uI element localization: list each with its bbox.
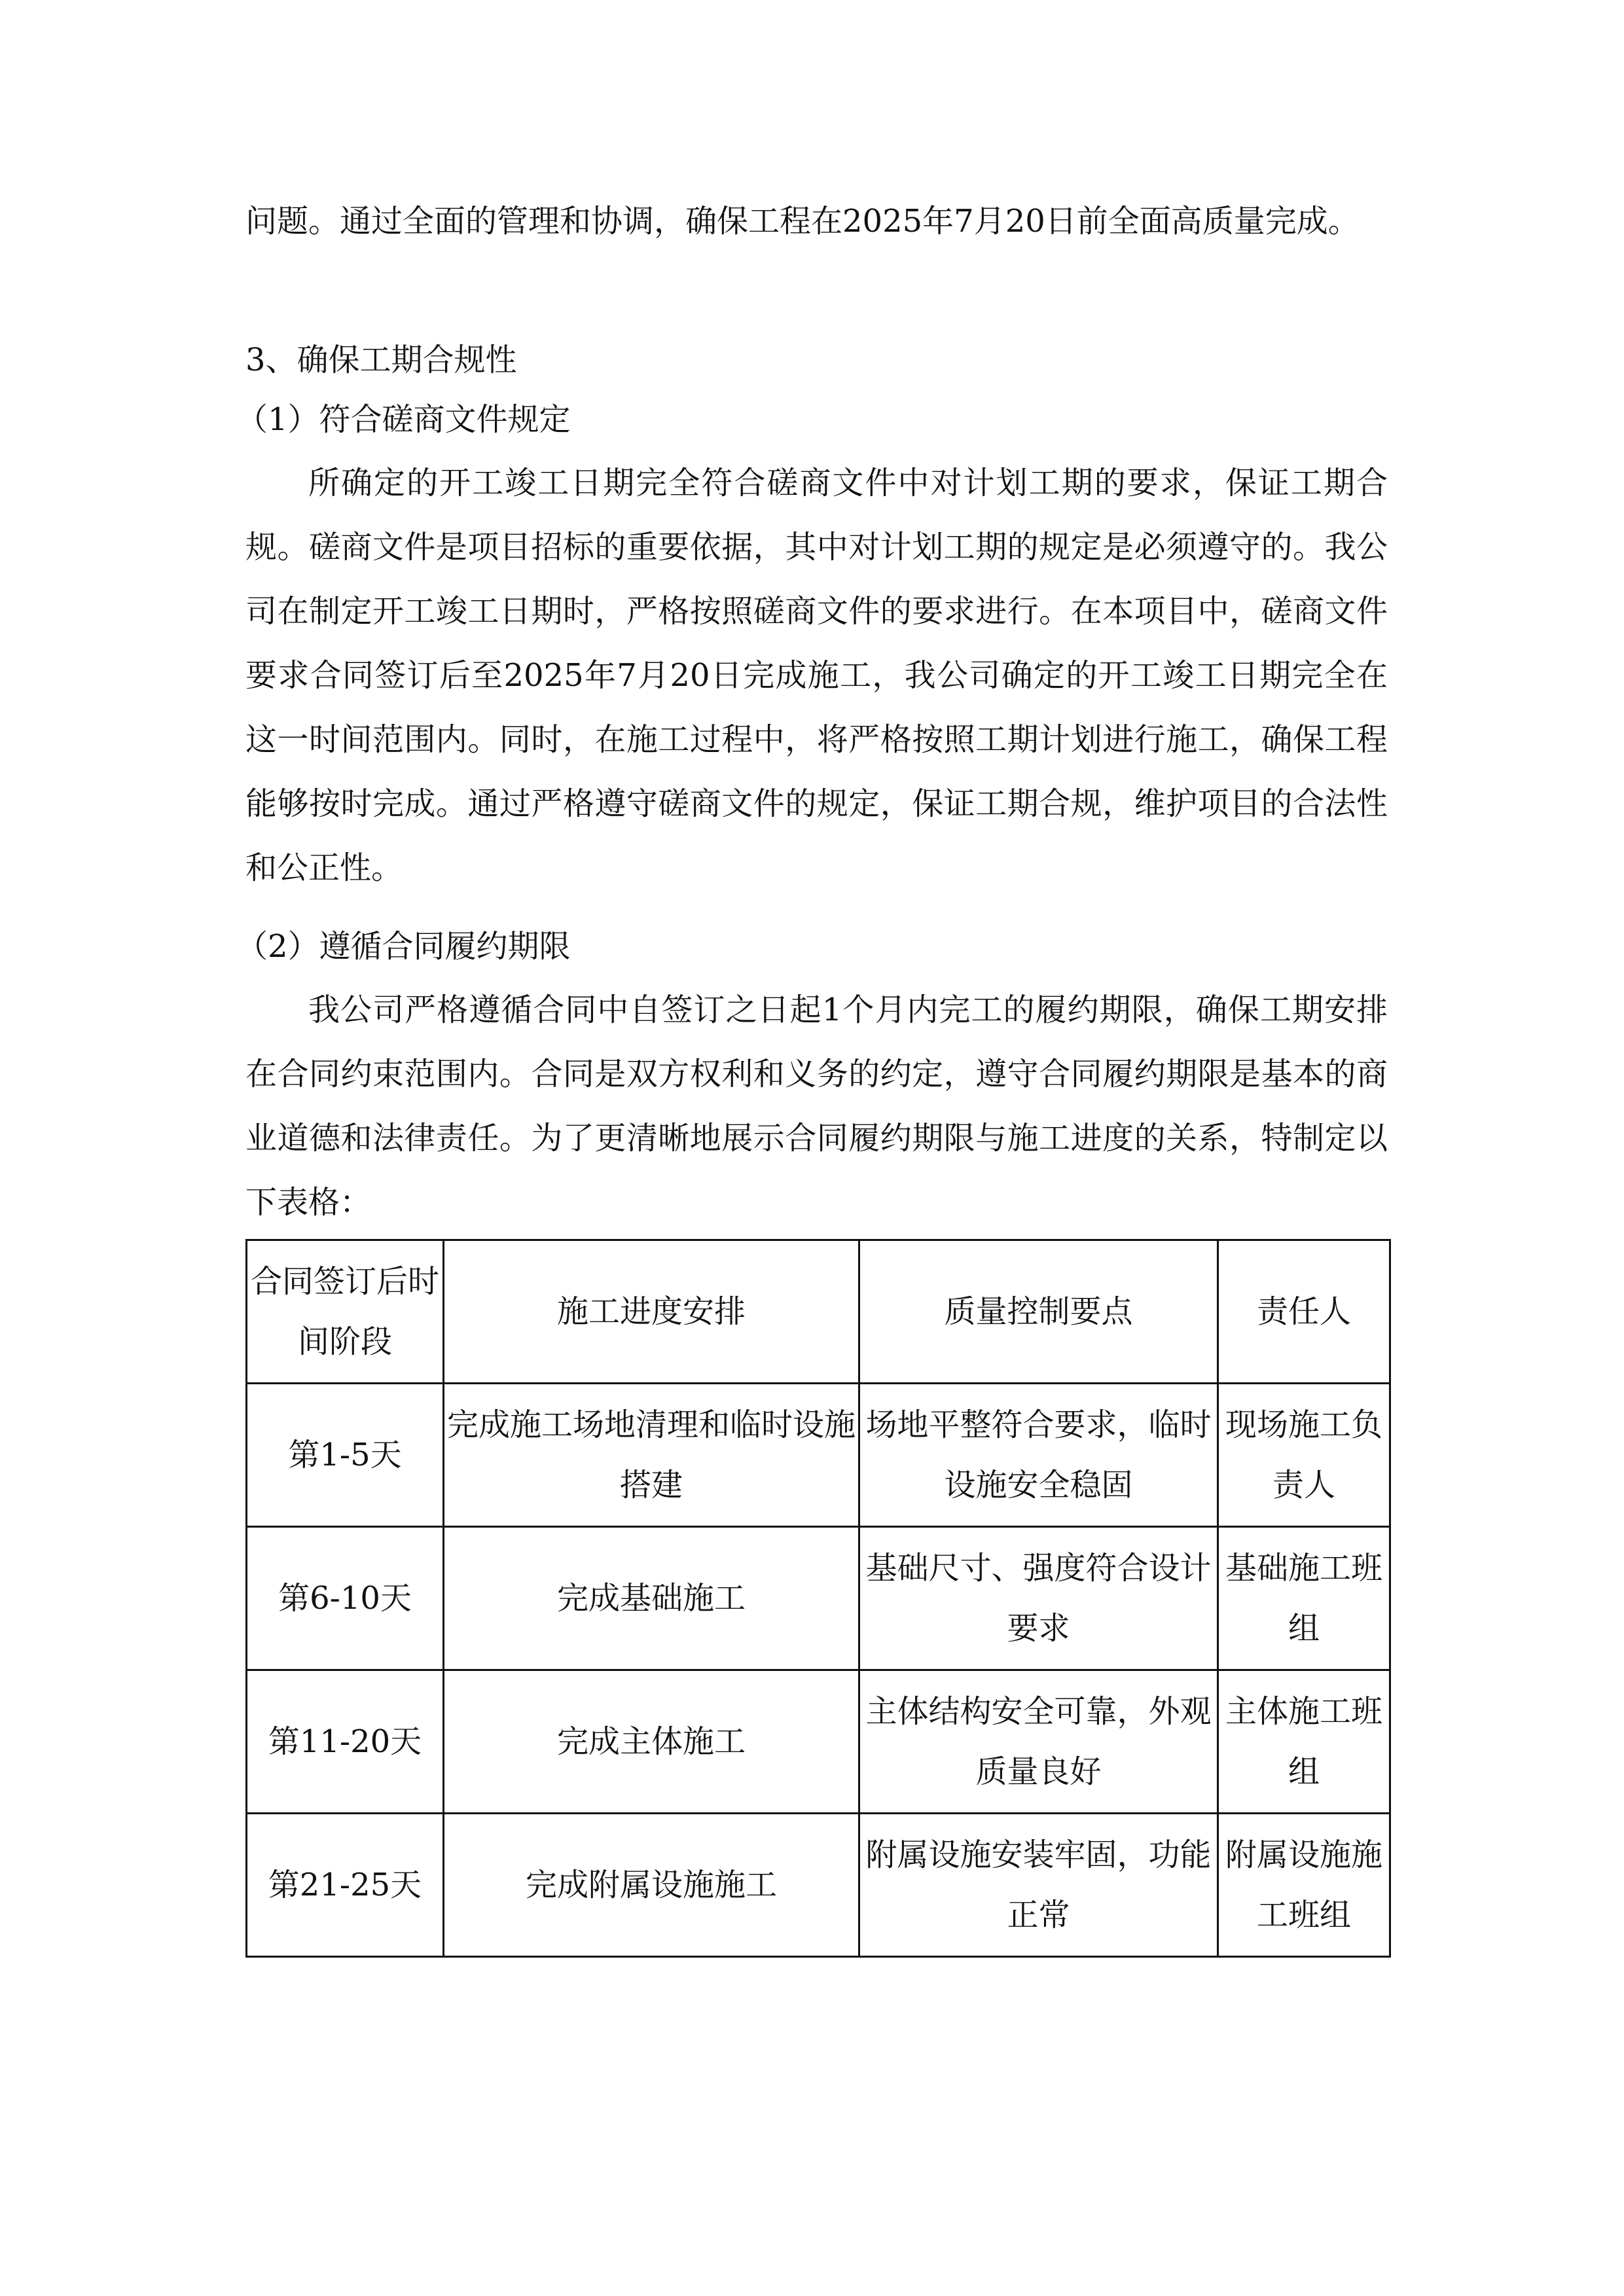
schedule-table [245,1239,1391,1958]
table-header-row [247,1240,1390,1384]
header-progress: 施工进度安排 [444,1240,859,1384]
header-time-stage: 合同签订后时间阶段 [247,1240,444,1384]
cell-progress: 完成附属设施施工 [444,1814,859,1957]
subsection-2-body: 我公司严格遵循合同中自签订之日起1个月内完工的履约期限，确保工期安排在合同约束范围内。合同是双方权利和义务的约定，遵守合同履约期限是基本的商业道德和法律责任。为了更清晰地展示合同履约期限与施工进度的关系，特制定以下表格： [245,992,1388,1221]
cell-time-stage: 第1-5天 [247,1384,444,1527]
subsection-2-heading: （2）遵循合同履约期限 [236,928,571,965]
intro-paragraph: 问题。通过全面的管理和协调，确保工程在2025年7月20日前全面高质量完成。 [245,203,1360,240]
subsection-1-heading: （1）符合磋商文件规定 [236,401,571,438]
subsection-1-body: 所确定的开工竣工日期完全符合磋商文件中对计划工期的要求，保证工期合规。磋商文件是项目招标的重要依据，其中对计划工期的规定是必须遵守的。我公司在制定开工竣工日期时，严格按照磋商文件的要求进行。在本项目中，磋商文件要求合同签订后至2025年7月20日完成施工，我公司确定的开工竣工日期完全在这一时间范围内。同时，在施工过程中，将严格按照工期计划进行施工，确保工程能够按时完成。通过严格遵守磋商文件的规定，保证工期合规，维护项目的合法性和公正性。 [245,465,1388,886]
table-row [247,1527,1390,1670]
cell-responsible: 基础施工班组 [1218,1527,1390,1670]
cell-responsible: 主体施工班组 [1218,1670,1390,1814]
header-responsible: 责任人 [1218,1240,1390,1384]
table-row [247,1670,1390,1814]
cell-quality: 基础尺寸、强度符合设计要求 [859,1527,1218,1670]
table-row [247,1814,1390,1957]
cell-progress: 完成主体施工 [444,1670,859,1814]
cell-time-stage: 第6-10天 [247,1527,444,1670]
cell-time-stage: 第11-20天 [247,1670,444,1814]
cell-progress: 完成施工场地清理和临时设施搭建 [444,1384,859,1527]
cell-quality: 附属设施安装牢固，功能正常 [859,1814,1218,1957]
section-3-heading: 3、确保工期合规性 [245,342,517,378]
header-quality: 质量控制要点 [859,1240,1218,1384]
cell-responsible: 现场施工负责人 [1218,1384,1390,1527]
cell-responsible: 附属设施施工班组 [1218,1814,1390,1957]
cell-quality: 主体结构安全可靠，外观质量良好 [859,1670,1218,1814]
table-row [247,1384,1390,1527]
cell-quality: 场地平整符合要求，临时设施安全稳固 [859,1384,1218,1527]
cell-time-stage: 第21-25天 [247,1814,444,1957]
cell-progress: 完成基础施工 [444,1527,859,1670]
